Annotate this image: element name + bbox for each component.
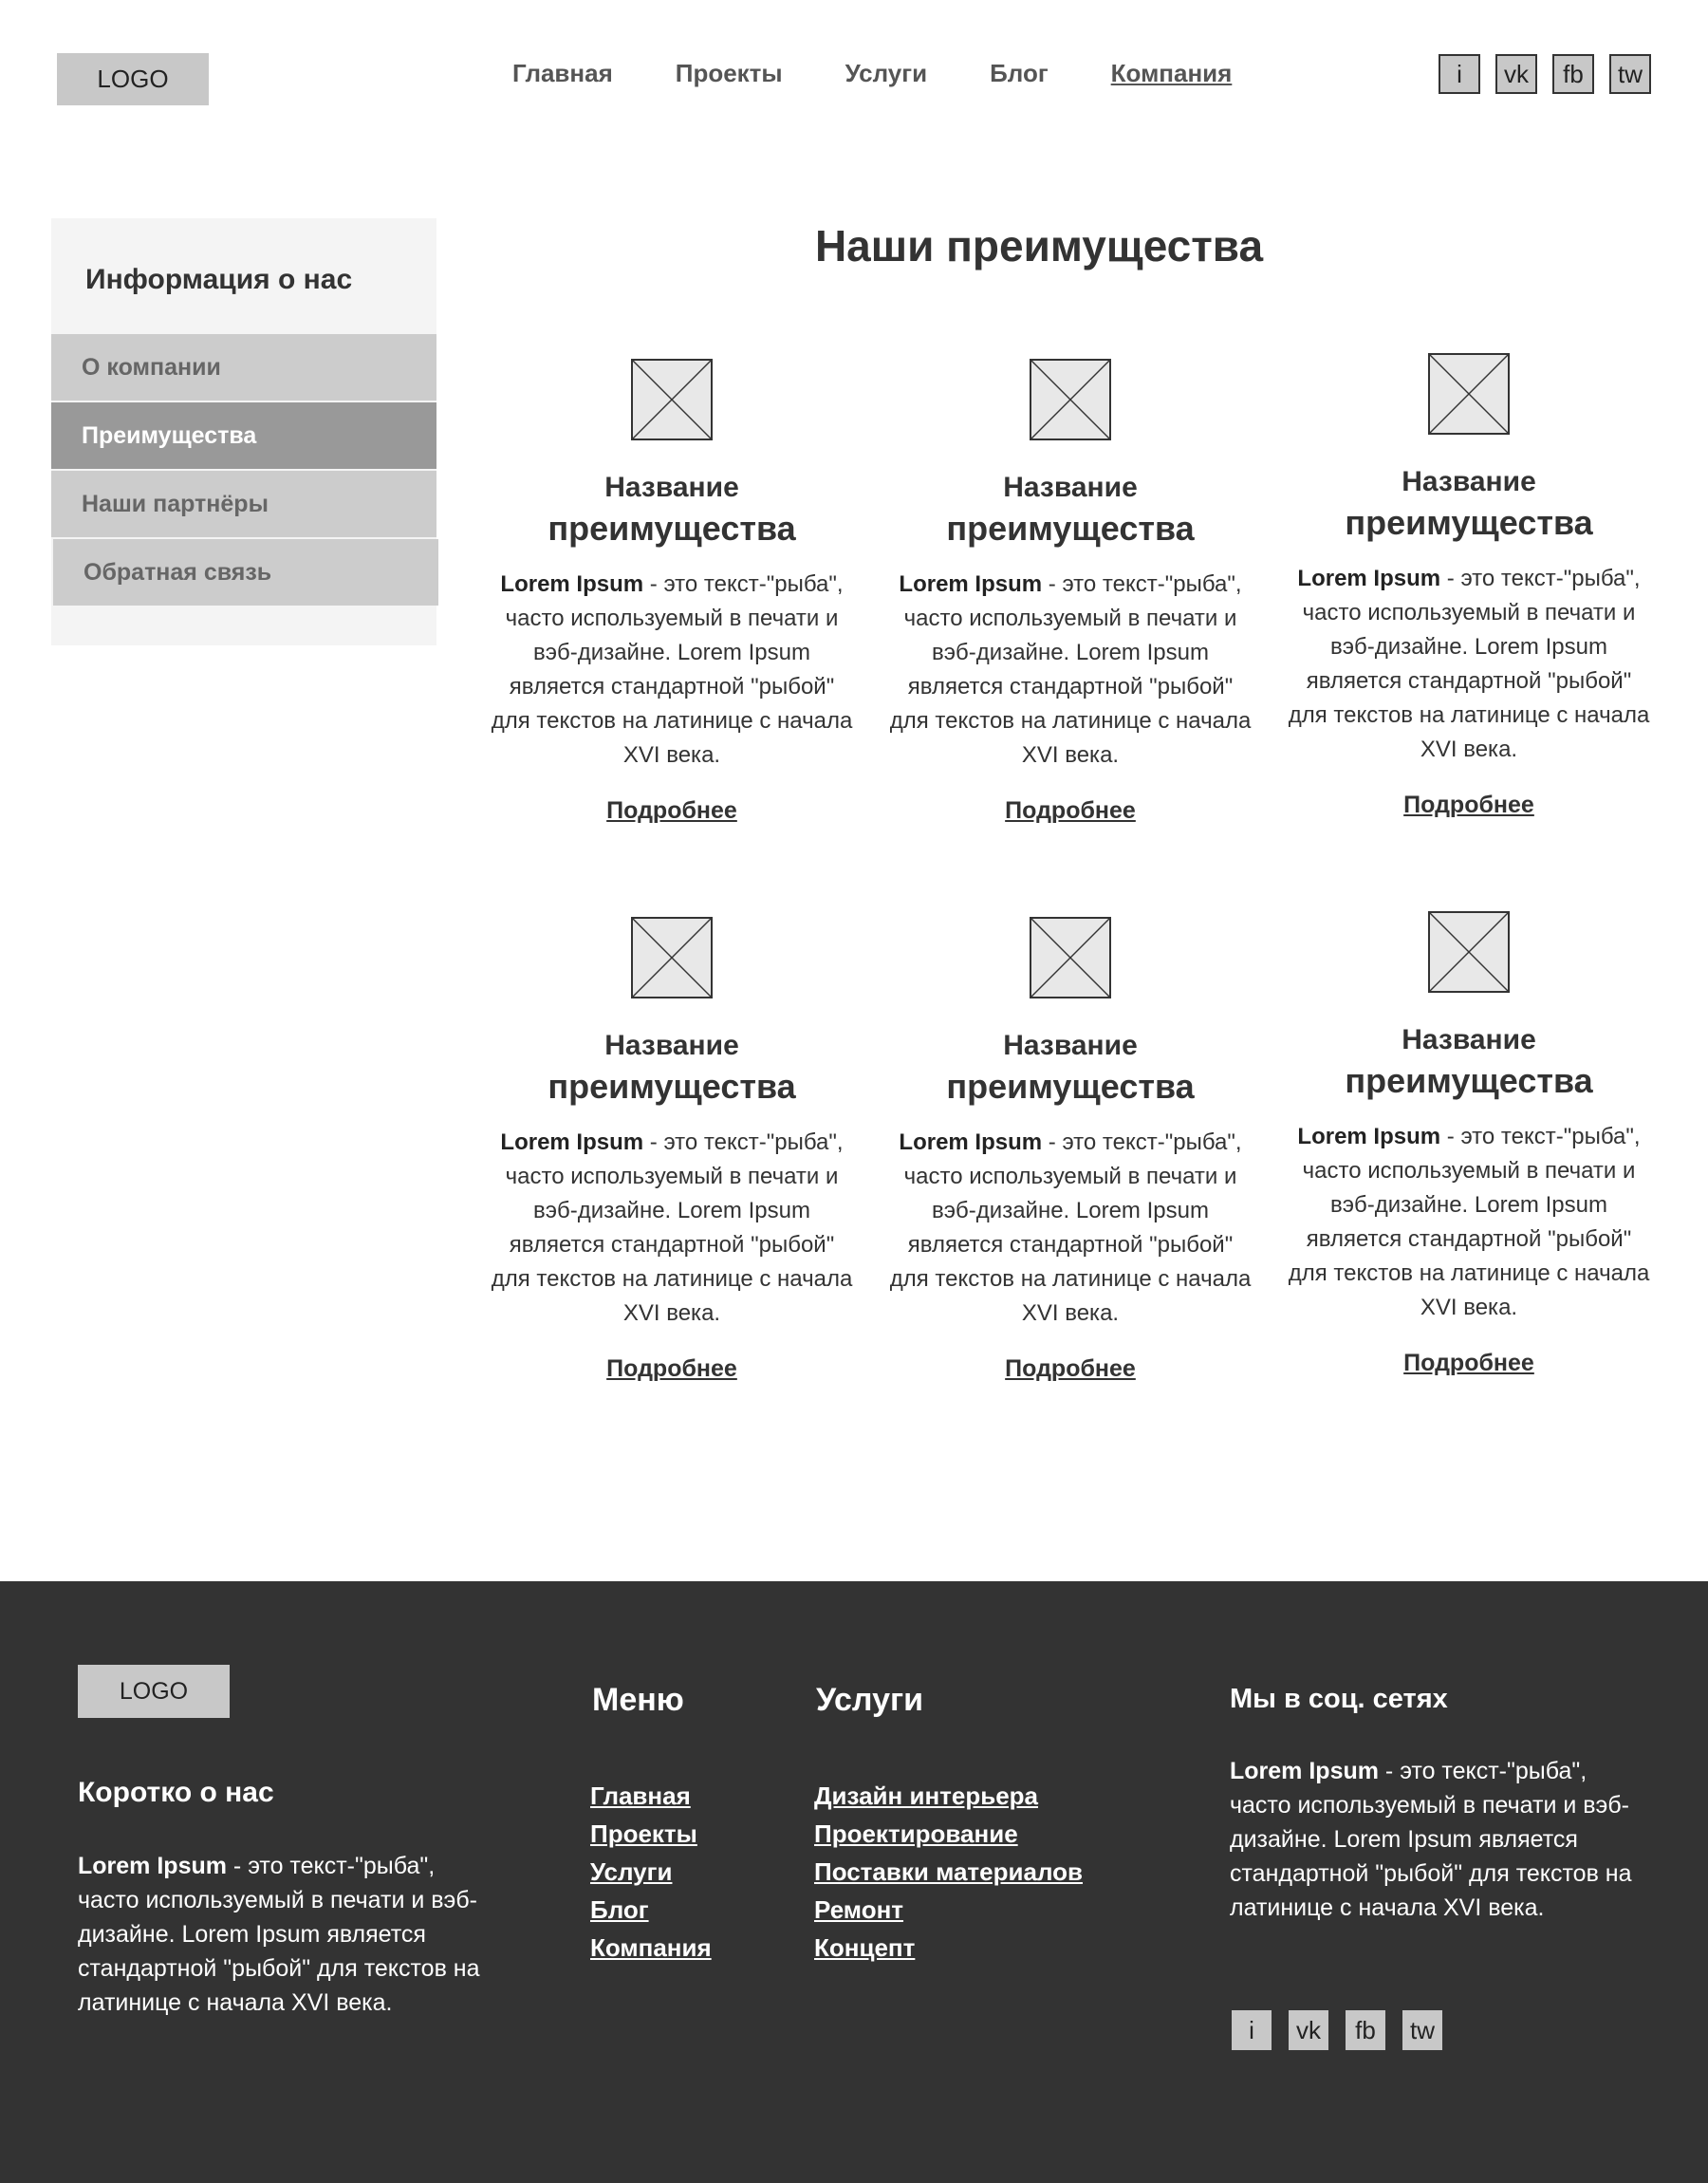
header-logo-label: LOGO (97, 65, 169, 93)
card-description (881, 1126, 1260, 1331)
image-placeholder-icon (631, 917, 713, 998)
image-placeholder-icon (1428, 911, 1510, 993)
nav-item-company[interactable]: Компания (1110, 59, 1233, 87)
footer-social-links (1232, 2010, 1442, 2050)
footer-service-interior-design[interactable]: Дизайн интерьера (814, 1782, 1039, 1810)
footer-services-title: Услуги (816, 1682, 924, 1718)
image-placeholder-icon (1030, 917, 1111, 998)
sidebar-item-advantages[interactable]: Преимущества (51, 402, 436, 469)
advantage-card (1279, 911, 1659, 1377)
card-more-link[interactable]: Подробнее (606, 1355, 737, 1382)
footer-menu-list (590, 1777, 712, 1967)
image-placeholder-icon (1428, 353, 1510, 435)
footer-logo[interactable] (78, 1665, 230, 1718)
card-description-text: - это текст-"рыба", часто используемый в печати и вэб-дизайне. Lorem Ipsum является стандартной "рыбой" для текстов на латинице с начала XVI века. (491, 571, 853, 768)
card-more-link[interactable]: Подробнее (1403, 1350, 1534, 1376)
footer-about-title: Коротко о нас (78, 1777, 274, 1808)
card-title-line1: Название (1003, 1030, 1138, 1061)
card-description (482, 568, 862, 773)
footer-services-list (814, 1777, 1083, 1967)
card-title-line2: преимущества (548, 1067, 796, 1106)
footer-social-rest: - это текст-"рыба", часто используемый в печати и вэб-дизайне. Lorem Ipsum является стандартной "рыбой" для текстов на латинице с начала XVI века. (1230, 1758, 1632, 1921)
card-description (482, 1126, 862, 1331)
footer-about-bold: Lorem Ipsum (78, 1853, 227, 1879)
advantage-card (881, 359, 1260, 825)
card-title-line1: Название (604, 472, 739, 503)
card-title-line1: Название (1003, 472, 1138, 503)
footer-menu-item-projects[interactable]: Проекты (590, 1819, 697, 1848)
card-description-bold: Lorem Ipsum (1297, 1124, 1441, 1149)
card-title-line1: Название (1402, 1024, 1536, 1055)
social-instagram-icon[interactable]: i (1439, 54, 1480, 94)
footer-social-twitter-icon[interactable]: tw (1402, 2010, 1442, 2050)
sidebar (51, 218, 436, 645)
footer-menu-item-home[interactable]: Главная (590, 1782, 691, 1810)
card-description-text: - это текст-"рыба", часто используемый в печати и вэб-дизайне. Lorem Ipsum является стандартной "рыбой" для текстов на латинице с начала XVI века. (889, 1129, 1252, 1326)
card-title-line2: преимущества (946, 509, 1195, 548)
social-twitter-icon[interactable]: tw (1609, 54, 1651, 94)
card-description-bold: Lorem Ipsum (899, 571, 1043, 597)
advantage-card (482, 359, 862, 825)
card-title-line1: Название (604, 1030, 739, 1061)
footer-social-bold: Lorem Ipsum (1230, 1758, 1379, 1784)
footer-service-concept[interactable]: Концепт (814, 1933, 916, 1962)
footer-menu-title: Меню (592, 1682, 684, 1718)
card-description-text: - это текст-"рыба", часто используемый в печати и вэб-дизайне. Lorem Ipsum является стандартной "рыбой" для текстов на латинице с начала XVI века. (889, 571, 1252, 768)
card-title-line1: Название (1402, 466, 1536, 497)
card-description (1279, 1120, 1659, 1325)
sidebar-item-partners[interactable]: Наши партнёры (51, 471, 436, 537)
footer-service-repair[interactable]: Ремонт (814, 1895, 904, 1924)
footer-logo-label: LOGO (119, 1677, 189, 1705)
card-description (881, 568, 1260, 773)
main-nav (512, 57, 1232, 89)
card-more-link[interactable]: Подробнее (1403, 792, 1534, 818)
nav-item-home[interactable]: Главная (512, 59, 613, 87)
card-description (1279, 562, 1659, 767)
footer-menu-item-services[interactable]: Услуги (590, 1857, 673, 1886)
social-vk-icon[interactable]: vk (1495, 54, 1537, 94)
footer-service-engineering[interactable]: Проектирование (814, 1819, 1018, 1848)
header-social-links (1439, 54, 1651, 94)
card-description-bold: Lorem Ipsum (1297, 566, 1441, 591)
card-title-line2: преимущества (1345, 503, 1593, 542)
card-title-line2: преимущества (1345, 1061, 1593, 1100)
image-placeholder-icon (631, 359, 713, 440)
nav-item-services[interactable]: Услуги (845, 59, 928, 87)
card-title-line2: преимущества (946, 1067, 1195, 1106)
footer-about-rest: - это текст-"рыба", часто используемый в печати и вэб-дизайне. Lorem Ipsum является стандартной "рыбой" для текстов на латинице с начала XVI века. (78, 1853, 480, 2016)
advantage-card (1279, 353, 1659, 819)
sidebar-item-feedback[interactable]: Обратная связь (53, 539, 438, 606)
footer-about-text (78, 1849, 495, 2020)
footer (0, 1581, 1708, 2183)
footer-social-text (1230, 1754, 1647, 1925)
advantage-card (881, 917, 1260, 1383)
header-logo[interactable] (57, 53, 209, 105)
card-description-bold: Lorem Ipsum (899, 1129, 1043, 1155)
footer-social-facebook-icon[interactable]: fb (1346, 2010, 1385, 2050)
card-description-bold: Lorem Ipsum (500, 1129, 644, 1155)
nav-item-projects[interactable]: Проекты (675, 59, 783, 87)
page-title: Наши преимущества (814, 221, 1264, 271)
advantage-card (482, 917, 862, 1383)
card-more-link[interactable]: Подробнее (1005, 1355, 1136, 1382)
card-description-text: - это текст-"рыба", часто используемый в печати и вэб-дизайне. Lorem Ipsum является стандартной "рыбой" для текстов на латинице с начала XVI века. (491, 1129, 853, 1326)
sidebar-item-about[interactable]: О компании (51, 334, 436, 401)
footer-social-title: Мы в соц. сетях (1230, 1684, 1448, 1714)
card-description-bold: Lorem Ipsum (500, 571, 644, 597)
card-title-line2: преимущества (548, 509, 796, 548)
footer-menu-item-blog[interactable]: Блог (590, 1895, 649, 1924)
footer-social-instagram-icon[interactable]: i (1232, 2010, 1272, 2050)
card-more-link[interactable]: Подробнее (606, 797, 737, 824)
image-placeholder-icon (1030, 359, 1111, 440)
social-facebook-icon[interactable]: fb (1552, 54, 1594, 94)
sidebar-title: Информация о нас (85, 264, 353, 295)
card-description-text: - это текст-"рыба", часто используемый в печати и вэб-дизайне. Lorem Ipsum является стандартной "рыбой" для текстов на латинице с начала XVI века. (1288, 566, 1650, 762)
card-description-text: - это текст-"рыба", часто используемый в печати и вэб-дизайне. Lorem Ipsum является стандартной "рыбой" для текстов на латинице с начала XVI века. (1288, 1124, 1650, 1320)
footer-service-materials[interactable]: Поставки материалов (814, 1857, 1083, 1886)
footer-social-vk-icon[interactable]: vk (1289, 2010, 1328, 2050)
card-more-link[interactable]: Подробнее (1005, 797, 1136, 824)
footer-menu-item-company[interactable]: Компания (590, 1933, 712, 1962)
nav-item-blog[interactable]: Блог (990, 59, 1049, 87)
